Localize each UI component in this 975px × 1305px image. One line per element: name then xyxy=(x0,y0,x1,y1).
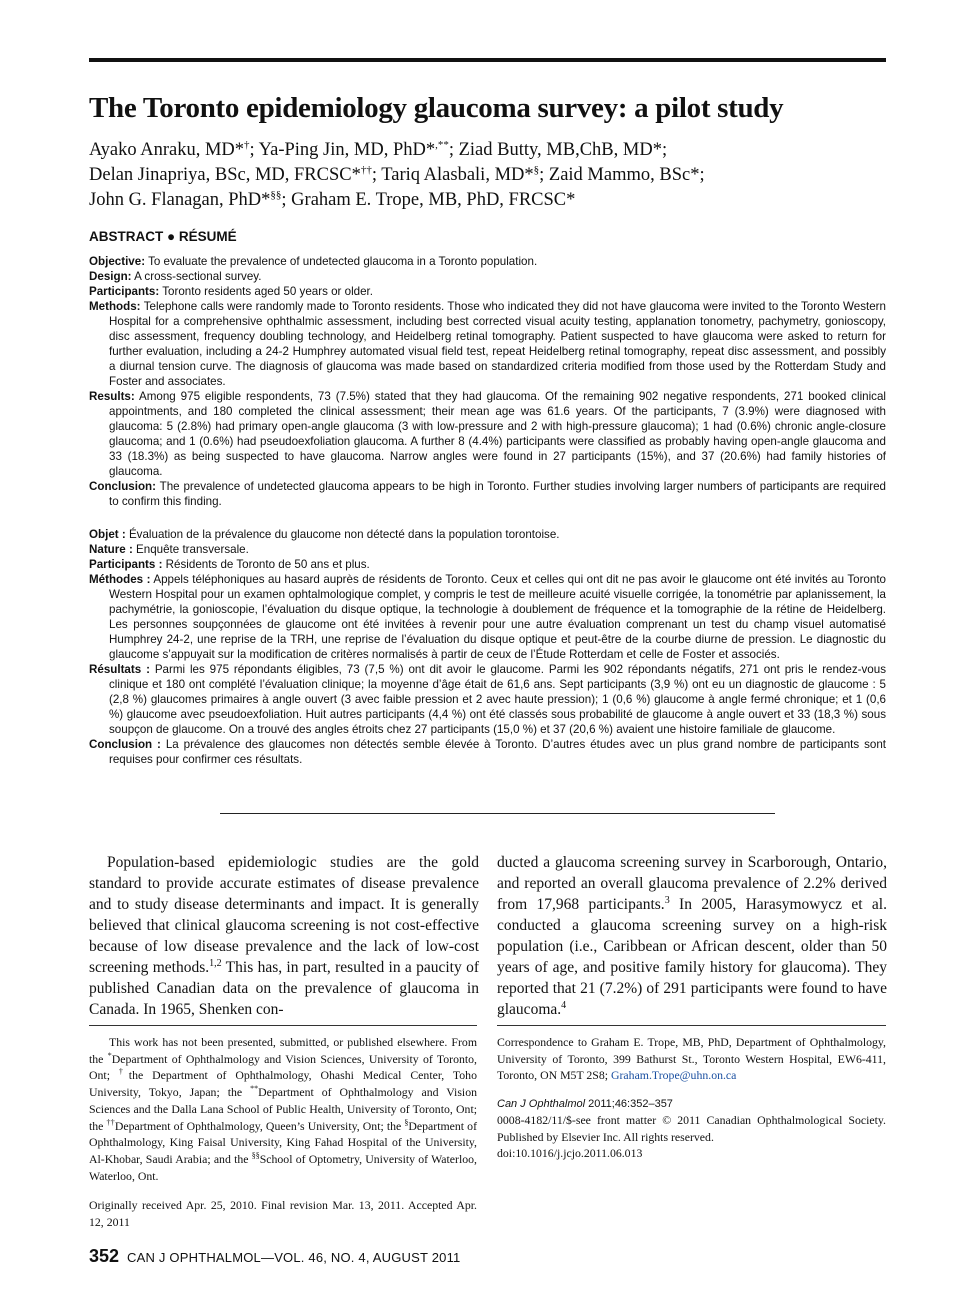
journal-name: Can J Ophthalmol xyxy=(497,1097,586,1110)
footnote-affiliations xyxy=(89,1034,477,1231)
author-line-2: Delan Jinapriya, BSc, MD, FRCSC*††; Tariq Alasbali, MD*§; Zaid Mammo, BSc*; xyxy=(89,164,705,185)
superscript-marker: † xyxy=(118,1067,129,1077)
abstract-section-label: Méthodes : xyxy=(89,573,151,586)
correspondence-address: Correspondence to Graham E. Trope, MB, PhD, Department of Ophthalmology, University of Toronto, 399 Bathurst St., Toronto Western Hospital, EW6-411, Toronto, ON M5T 2S8; xyxy=(497,1035,886,1082)
abstract-section: Objective: To evaluate the prevalence of undetected glaucoma in a Toronto population. xyxy=(89,255,538,268)
body-column-left xyxy=(89,852,479,1020)
superscript-marker: 3 xyxy=(664,895,670,906)
journal-citation xyxy=(497,1096,886,1113)
abstract-section-label: Participants : xyxy=(89,558,163,571)
abstract-section: Méthodes : Appels téléphoniques au hasard auprès de résidents de Toronto. Ceux et celles qui ont dit ne pas avoir le glaucome ont été invités au Toronto Western Hospital pour un examen ophtalmologique complet, y compris le test de meilleure acuité visuelle corrigée, la tonométrie par aplanissement, la pachymétrie, la gonioscopie, l’évaluation du disque optique, la technologie à doublement de fréquence et la tomographie de la rétine de Heidelberg. Les personnes soupçonnées de glaucome ont été invitées à revenir pour une autre évaluation comprenant un test du champ visuel automatisé Humphrey 24-2, une reprise de la TRH, une reprise de l’évaluation du disque optique et peut-être de la courbe diurne de pression. Le diagnostic du glaucome s’appuyait sur la modification de critères normalisés à partir de ceux de l’Étude Rotterdam et celle de Foster et associés. xyxy=(89,573,886,661)
correspondence-email-link[interactable]: Graham.Trope@uhn.on.ca xyxy=(610,1068,737,1082)
section-divider xyxy=(220,813,775,814)
received-dates: Originally received Apr. 25, 2010. Final revision Mar. 13, 2011. Accepted Apr. 12, 2011 xyxy=(89,1198,477,1230)
superscript-marker: §§ xyxy=(270,189,282,201)
abstract-section: Results: Among 975 eligible respondents, 73 (7.5%) stated that they had glaucoma. Of the remaining 902 negative respondents, 271 booked clinical appointments, and 180 completed the clinical assessment; their mean age was 61.6 years. Of the participants, 7 (3.9%) were diagnosed with glaucoma: 5 (2.8%) had primary open-angle glaucoma (3 with low-pressure and 2 with high-pressure glaucoma); 1 had (0.6%) chronic angle-closure glaucoma; and 1 (0.6%) had pseudoexfoliation glaucoma. A further 8 (4.4%) participants were classified as probably having open-angle glaucoma and 33 (18.3%) as being suspected to have glaucoma. Narrow angles were found in 27 participants (15%), and 37 (20.6%) had family histories of glaucoma. xyxy=(89,390,886,478)
superscript-marker: § xyxy=(404,1117,409,1127)
abstract-section-label: Methods: xyxy=(89,300,141,313)
abstract-section-label: Conclusion: xyxy=(89,480,156,493)
abstract-section-label: Conclusion : xyxy=(89,738,161,751)
abstract-section: Conclusion : La prévalence des glaucomes non détectés semble élevée à Toronto. D’autres études avec un plus grand nombre de participants sont requises pour confirmer ces résultats. xyxy=(89,738,887,766)
page-number: 352 xyxy=(89,1246,120,1266)
superscript-marker: §§ xyxy=(251,1150,260,1160)
abstract-section-label: Results: xyxy=(89,390,135,403)
superscript-marker: † xyxy=(244,139,250,151)
superscript-marker: ** xyxy=(250,1084,259,1094)
author-line-1: Ayako Anraku, MD*†; Ya-Ping Jin, MD, PhD*,**; Ziad Butty, MB,ChB, MD*; xyxy=(89,139,668,160)
author-line-3: John G. Flanagan, PhD*§§; Graham E. Trope, MB, PhD, FRCSC* xyxy=(89,189,576,210)
abstract-section-label: Objective: xyxy=(89,255,146,268)
page-footer xyxy=(89,1246,460,1267)
abstract-french xyxy=(89,527,886,767)
copyright-notice: 0008-4182/11/$-see front matter © 2011 Canadian Ophthalmological Society. Published by Elsevier Inc. All rights reserved. xyxy=(497,1113,886,1144)
body-paragraph: Population-based epidemiologic studies are the gold standard to provide accurate estimates of disease prevalence and to study disease determinants and impact. It is generally believed that clinical glaucoma screening is not cost-effective because of low disease prevalence and the lack of low-cost screening methods.$^{1,2}$ This has, in part, resulted in a paucity of published Canadian data on the prevalence of glaucoma in Canada. In 1965, Shenken con- xyxy=(89,854,479,1018)
footnote-rule-right xyxy=(497,1025,886,1026)
body-column-right xyxy=(497,852,887,1020)
body-paragraph: ducted a glaucoma screening survey in Scarborough, Ontario, and reported an overall glaucoma prevalence of 2.2% derived from 17,968 participants.$^3$ In 2005, Harasymowycz et al. conducted a glaucoma screening survey on a high-risk population (i.e., Caribbean or African descent, older than 50 years of age, and positive family history for glaucoma). They reported that 21 (7.2%) of 291 participants were found to have glaucoma.$^4$ xyxy=(497,854,887,1018)
superscript-marker: 1,2 xyxy=(209,958,222,969)
abstract-section: Objet : Évaluation de la prévalence du glaucome non détecté dans la population torontoise. xyxy=(89,528,560,541)
abstract-section: Participants : Résidents de Toronto de 50 ans et plus. xyxy=(89,558,370,571)
superscript-marker: § xyxy=(533,164,540,176)
abstract-section: Conclusion: The prevalence of undetected glaucoma appears to be high in Toronto. Further studies involving larger numbers of participants are required to confirm this finding. xyxy=(89,480,886,508)
article-title: The Toronto epidemiology glaucoma survey: a pilot study xyxy=(89,92,784,124)
abstract-section: Methods: Telephone calls were randomly made to Toronto residents. Those who indicated they did not have glaucoma were invited to the Toronto Western Hospital for a comprehensive ophthalmic assessment, including best corrected visual acuity testing, applanation tonometry, pachymetry, gonioscopy, disc assessment, frequency doubling technology, and Heidelberg retinal tomography. Patient suspected to have glaucoma were asked to return for further evaluation, including a 24-2 Humphrey automated visual field test, repeat Heidelberg retinal tomography, repeat disc assessment, and possibly a diurnal tension curve. The diagnosis of glaucoma was made based on standardized criteria modified from those used by the Rotterdam Study and Foster and associates. xyxy=(89,300,886,388)
doi: doi:10.1016/j.jcjo.2011.06.013 xyxy=(497,1146,643,1160)
abstract-heading: ABSTRACT ● RÉSUMÉ xyxy=(89,229,237,244)
journal-volume-pages: 2011;46:352–357 xyxy=(585,1097,673,1110)
abstract-section: Participants: Toronto residents aged 50 years or older. xyxy=(89,285,373,298)
abstract-section-label: Résultats : xyxy=(89,663,150,676)
affiliations-text: This work has not been presented, submitted, or published elsewhere. From the *Department of Ophthalmology and Vision Sciences, University of Toronto, Ont; †the Department of Ophthalmology, Ohashi Medical Center, Toho University, Tokyo, Japan; the **Department of Ophthalmology and Vision Sciences and the Dalla Lana School of Public Health, University of Toronto, Ont; the ††Department of Ophthalmology, Queen’s University, Ont; the §Department of Ophthalmology, King Faisal University, King Fahad Hospital of the University, Al-Khobar, Saudi Arabia; and the §§School of Optometry, University of Waterloo, Waterloo, Ont. xyxy=(89,1035,478,1183)
abstract-english xyxy=(89,254,886,509)
abstract-section: Design: A cross-sectional survey. xyxy=(89,270,262,283)
superscript-marker: ,** xyxy=(435,139,449,151)
author-list xyxy=(89,138,889,213)
superscript-marker: 4 xyxy=(561,1000,567,1011)
abstract-section-label: Nature : xyxy=(89,543,133,556)
superscript-marker: †† xyxy=(106,1117,115,1127)
abstract-section-label: Participants: xyxy=(89,285,160,298)
abstract-section-label: Design: xyxy=(89,270,132,283)
footer-journal: CAN J OPHTHALMOL—VOL. 46, NO. 4, AUGUST 2011 xyxy=(127,1250,461,1265)
footnote-correspondence xyxy=(497,1034,886,1162)
superscript-marker: †† xyxy=(360,164,372,176)
correspondence-text xyxy=(497,1034,886,1084)
abstract-section: Résultats : Parmi les 975 répondants éligibles, 73 (7,5 %) ont dit avoir le glaucome. Parmi les 902 répondants négatifs, 271 ont pris le rendez-vous clinique et 180 ont complété l’évaluation clinique; la moyenne d’âge était de 61,6 ans. Sept participants (3,9 %) ont eu un diagnostic de glaucome : 5 (2,8 %) glaucomes primaires à angle ouvert (3 avec faible pression et 2 avec haute pression); 1 (0,6 %) glaucome à angle fermé chronique; et 1 (0,6 %) glaucome avec pseudoexfoliation. Huit autres participants (4,4 %) ont été classés sous probabilité de glaucome à angle ouvert et 33 (18,3 %) sous soupçon de glaucome. On a trouvé des angles étroits chez 27 participants (15,0 %) et 37 (20,6 %) avaient une histoire familiale de glaucome. xyxy=(89,663,886,736)
abstract-section-label: Objet : xyxy=(89,528,126,541)
superscript-marker: * xyxy=(107,1050,112,1060)
top-rule xyxy=(89,58,886,62)
abstract-section: Nature : Enquête transversale. xyxy=(89,543,249,556)
footnote-rule-left xyxy=(89,1025,477,1026)
